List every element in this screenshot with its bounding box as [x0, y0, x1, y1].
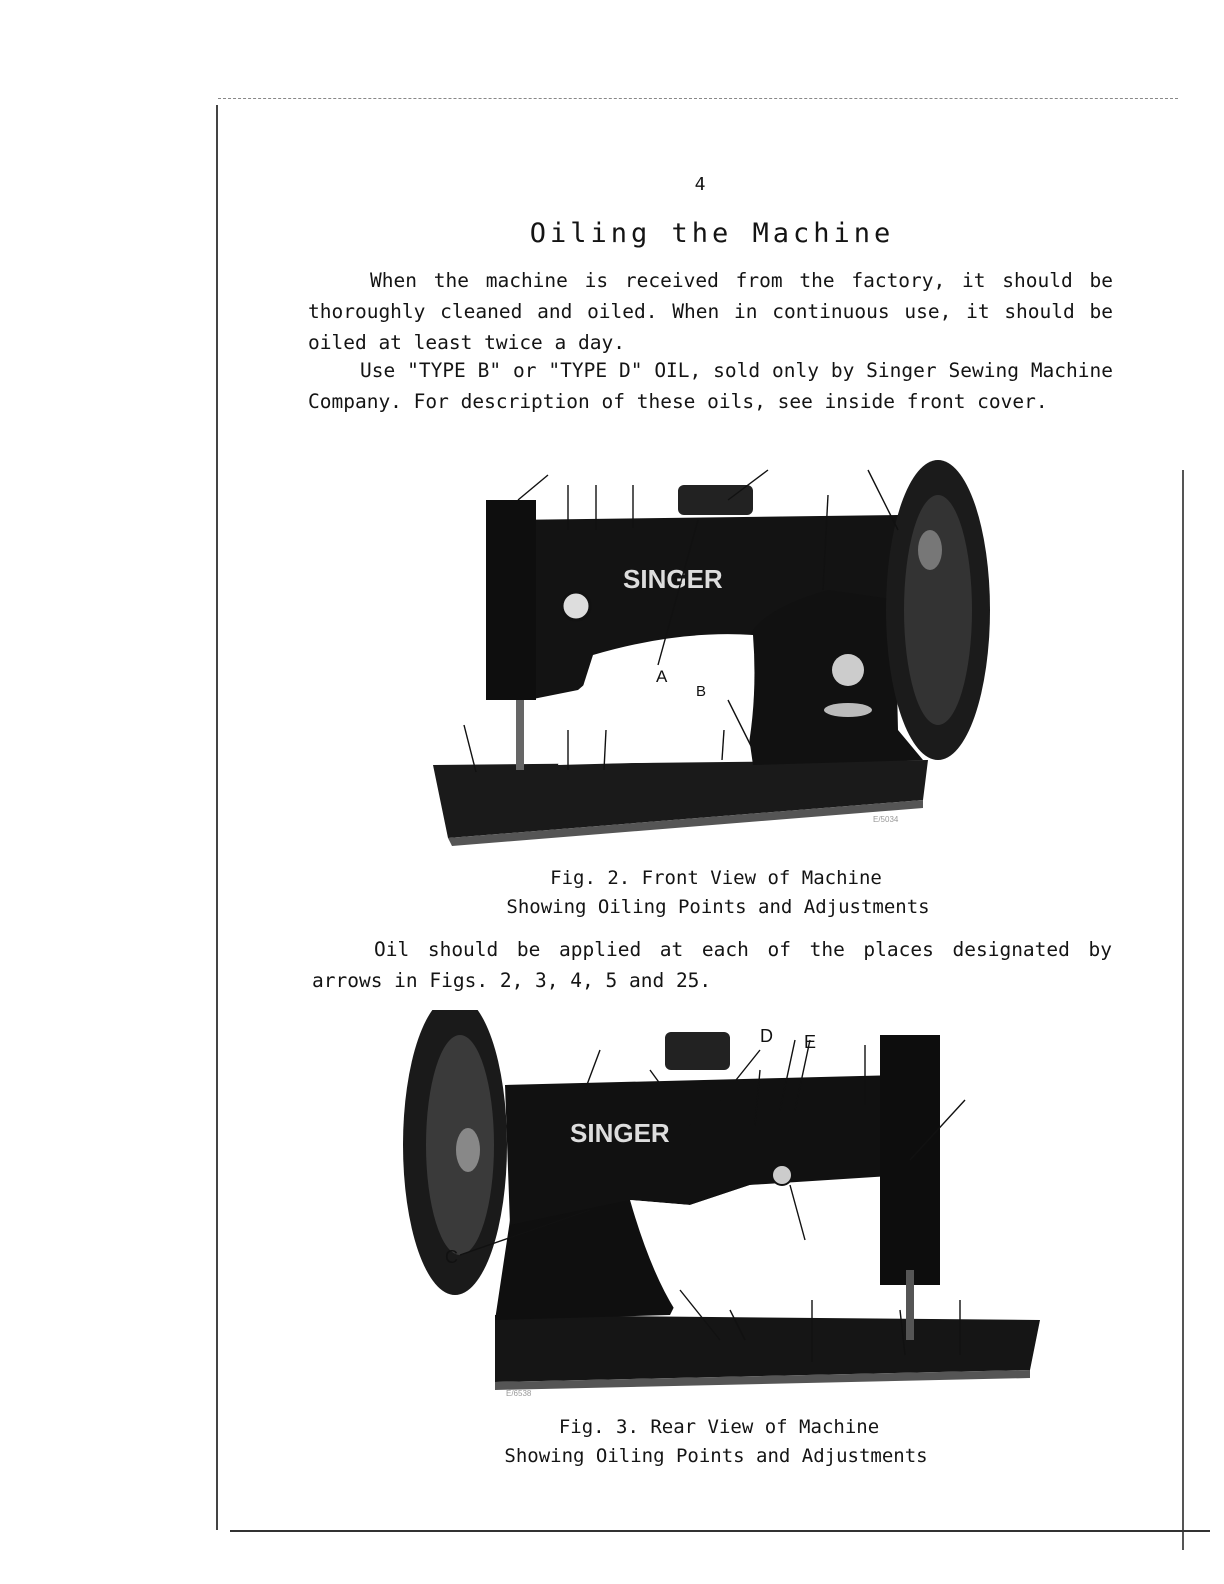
fig3-label-d: D	[760, 1026, 773, 1046]
page-left-edge	[216, 105, 218, 1530]
fig2-label-a: A	[656, 667, 668, 686]
fig2-brand-text: SINGER	[623, 564, 723, 594]
page-number: 4	[694, 174, 706, 195]
paragraph-intro: When the machine is received from the factory, it should be thoroughly cleaned and oiled. When in continuous use, it should be oiled at least twice a day.	[308, 269, 1113, 354]
fig2-caption-line1: Fig. 2. Front View of Machine	[550, 867, 882, 889]
fig2-caption-line2: Showing Oiling Points and Adjustments	[506, 896, 930, 918]
fig2-plate-code: E/5034	[873, 815, 899, 824]
fig3-label-c: C	[445, 1247, 458, 1267]
fig3-caption-line1: Fig. 3. Rear View of Machine	[558, 1416, 880, 1438]
figure-2-front-view	[428, 460, 998, 850]
fig3-plate-code: E/6538	[506, 1389, 532, 1398]
paragraph-oil-points: Oil should be applied at each of the places designated by arrows in Figs. 2, 3, 4, 5 and 25.	[312, 938, 1112, 992]
paragraph-oil-type: Use "TYPE B" or "TYPE D" OIL, sold only by Singer Sewing Machine Company. For description of these oils, see inside front cover.	[308, 359, 1113, 413]
page-top-edge	[218, 98, 1178, 100]
page-title: Oiling the Machine	[529, 218, 895, 249]
fig2-label-b: B	[696, 683, 707, 700]
fig3-label-e: E	[804, 1032, 817, 1052]
fig3-caption-line2: Showing Oiling Points and Adjustments	[504, 1445, 928, 1467]
fig3-brand-text: SINGER	[570, 1118, 670, 1148]
figure-3-rear-view	[400, 1010, 1045, 1400]
page-right-edge	[1182, 470, 1184, 1550]
page-bottom-edge	[230, 1530, 1210, 1532]
